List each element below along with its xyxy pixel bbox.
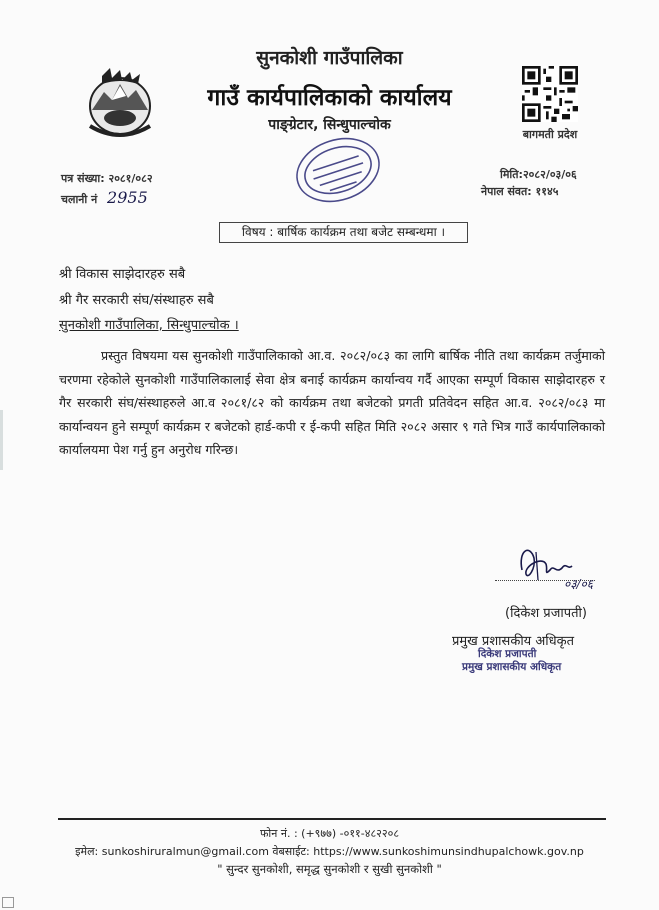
letter-date: मिति:२०८२/०३/०६ [500, 168, 577, 181]
letter-body: प्रस्तुत विषयमा यस सुनकोशी गाउँपालिकाको आ.व. २०८२/०८३ का लागि बार्षिक नीति तथा कार्यक्रम तर्जुमाको चरणमा रहेकोले सुनकोशी गाउँपालिकालाई सेवा क्षेत्र बनाई कार्यक्रम कार्यान्वय गर्दै आएका सम्पूर्ण विकास साझेदारहरु र गैर सरकारी संघ/संस्थाहरुले आ.व २०८१/८२ को कार्यक्रम तथा बजेटको प्रगती प्रतिवेदन सहित आ.व. २०८२/०८३ मा कार्यान्वयन हुने सम्पूर्ण कार्यक्रम र बजेटको हार्ड-कपी र ई-कपी सहित मिति २०८२ असार ९ गते भित्र गाउँ कार्यपालिकाको कार्यालयमा पेश गर्नु हुन अनुरोध गरिन्छ। [59, 348, 605, 458]
signer-name: (दिकेश प्रजापती) [505, 606, 587, 621]
office-location: पाङ्ग्रेटार, सिन्धुपाल्चोक [268, 117, 391, 133]
municipality-name: सुनकोशी गाउँपालिका [256, 47, 403, 69]
province-label: बागमती प्रदेश [522, 128, 578, 141]
addressee-1: श्री विकास साझेदारहरु सबै [59, 267, 186, 282]
footer-slogan: " सुन्दर सुनकोशी, समृद्ध सुनकोशी र सुखी सुनकोशी " [217, 862, 442, 876]
stamp-post: प्रमुख प्रशासकीय अधिकृत [462, 661, 562, 673]
footer-divider [58, 818, 606, 820]
subject-box: विषय : बार्षिक कार्यक्रम तथा बजेट सम्बन्धमा । [219, 222, 468, 243]
footer-contact: इमेल: sunkoshiruralmun@gmail.com वेबसाईट: https://www.sunkoshimunsindhupalchowk.gov.np [75, 845, 584, 858]
stamp-name: दिकेश प्रजापती [478, 648, 537, 660]
scan-edge-mark [0, 410, 3, 470]
letter-number: पत्र संख्या: २०८१/०८२ [61, 172, 153, 185]
corner-icon [2, 897, 14, 908]
dispatch-number: 2955 [107, 188, 148, 207]
signer-post: प्रमुख प्रशासकीय अधिकृत [452, 634, 575, 649]
dispatch-label: चलानी नं [61, 193, 98, 206]
dispatch-number-row [61, 188, 148, 207]
footer-phone: फोन नं. : (+९७७) -०११-४८२२०८ [259, 827, 400, 840]
nepal-sambat: नेपाल संवत: ११४५ [481, 185, 559, 198]
qr-code-icon [522, 66, 578, 122]
addressee-3: सुनकोशी गाउँपालिका, सिन्धुपाल्चोक । [59, 318, 239, 333]
office-seal-icon [288, 131, 388, 209]
office-name: गाउँ कार्यपालिकाको कार्यालय [207, 85, 452, 111]
addressee-2: श्री गैर सरकारी संघ/संस्थाहरु सबै [59, 293, 214, 308]
signature-date: ०३/०६ [564, 577, 594, 591]
